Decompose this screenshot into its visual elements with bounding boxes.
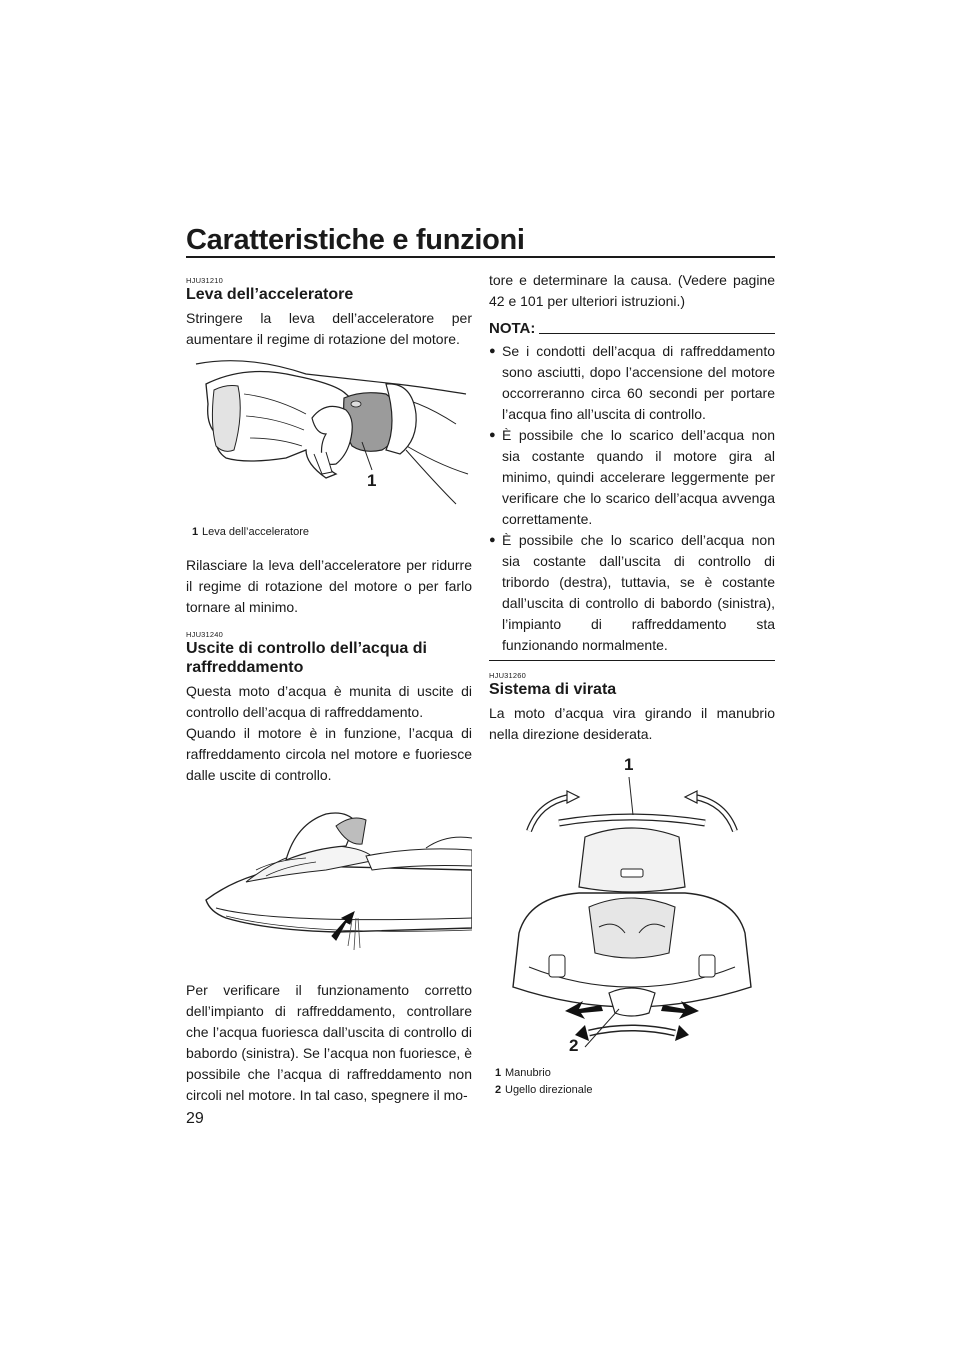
right-column xyxy=(489,270,775,1099)
title-rule xyxy=(186,256,775,258)
watercraft-side-illustration xyxy=(186,800,472,962)
figure-caption xyxy=(192,524,472,541)
caption-number: 2 xyxy=(495,1084,502,1096)
bullet-icon: ● xyxy=(489,345,496,357)
page-number: 29 xyxy=(186,1110,204,1127)
callout-number: 2 xyxy=(569,1036,579,1055)
paragraph: Stringere la leva dell’acceleratore per aumentare il regime di rotazione del motore. xyxy=(186,310,472,347)
section-heading-throttle: Leva dell’acceleratore xyxy=(186,286,354,303)
note-rule xyxy=(539,333,775,334)
paragraph: Rilasciare la leva dell’acceleratore per ridurre il regime di rotazione del motore o per farlo tornare al minimo. xyxy=(186,557,472,615)
figure-caption xyxy=(495,1082,775,1099)
section-code: HJU31240 xyxy=(186,630,224,639)
note-item: ● È possibile che lo scarico dell’acqua non sia costante quando il motore gira al minimo, quindi accelerare leggermente per verificare che lo scarico dell’acqua avvenga correttamente. xyxy=(489,427,775,527)
caption-number: 1 xyxy=(495,1067,502,1079)
paragraph: tore e determinare la causa. (Vedere pagine 42 e 101 per ulteriori istruzioni.) xyxy=(489,272,775,309)
caption-number: 1 xyxy=(192,526,199,538)
note-end-rule xyxy=(489,660,775,661)
caption-text: Manubrio xyxy=(505,1067,551,1079)
throttle-lever-illustration xyxy=(186,354,472,520)
section-heading-steering: Sistema di virata xyxy=(489,681,617,698)
caption-text: Leva dell’acceleratore xyxy=(202,526,310,538)
note-label: NOTA: xyxy=(489,320,536,337)
section-code: HJU31210 xyxy=(186,276,224,285)
steering-system-illustration xyxy=(489,757,775,1057)
section-code: HJU31260 xyxy=(489,671,527,680)
paragraph: Quando il motore è in funzione, l’acqua di raffreddamento circola nel motore e fuoriesce dalle uscite di controllo. xyxy=(186,725,472,783)
section-heading-cooling: Uscite di controllo dell’acqua di raffreddamento xyxy=(186,640,427,676)
callout-number: 1 xyxy=(624,755,634,774)
note-item: ● Se i condotti dell’acqua di raffreddamento sono asciutti, dopo l’accensione del motore occorreranno circa 60 secondi per portare l’acqua fino all’uscita di controllo. xyxy=(489,343,775,422)
page-title: Caratteristiche e funzioni xyxy=(186,224,525,256)
callout-number: 1 xyxy=(367,471,377,490)
note-list xyxy=(489,341,775,656)
caption-text: Ugello direzionale xyxy=(505,1084,593,1096)
bullet-icon: ● xyxy=(489,429,496,441)
paragraph: Per verificare il funzionamento corretto dell’impianto di raffreddamento, controllare che l’acqua fuoriesca dall’uscita di controllo di babordo (sinistra). Se l’acqua non fuoriesce, è possibile che l’acqua di raffreddamento non circoli nel motore. In tal caso, spegnere il mo- xyxy=(186,982,472,1103)
bullet-icon: ● xyxy=(489,534,496,546)
note-header xyxy=(489,320,775,337)
figure-caption xyxy=(495,1065,775,1082)
paragraph: Questa moto d’acqua è munita di uscite di controllo dell’acqua di raffreddamento. xyxy=(186,683,472,720)
note-item: ● È possibile che lo scarico dell’acqua non sia costante dall’uscita di controllo di tribordo (destra), tuttavia, se è costante dall’uscita di controllo di babordo (sinistra), l’impianto di raffreddamento sta funzionando normalmente. xyxy=(489,532,775,653)
paragraph: La moto d’acqua vira girando il manubrio nella direzione desiderata. xyxy=(489,705,775,742)
left-column xyxy=(186,270,472,1106)
